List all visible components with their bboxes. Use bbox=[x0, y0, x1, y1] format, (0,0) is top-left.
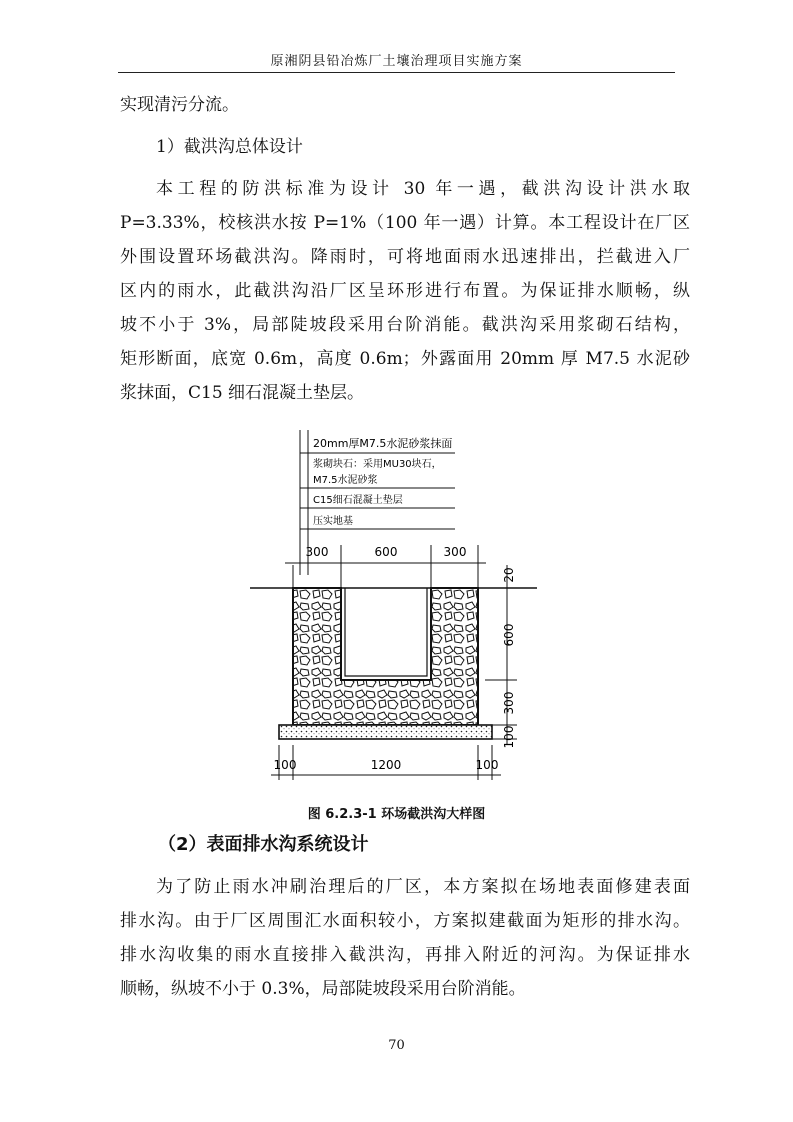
concrete-bedding bbox=[279, 725, 492, 739]
header-rule bbox=[118, 72, 675, 73]
paragraph-line: 排水沟。由于厂区周围汇水面积较小，方案拟建截面为矩形的排水沟。 bbox=[120, 911, 690, 931]
body-section-2 bbox=[120, 872, 690, 1012]
paragraph-line: 本工程的防洪标准为设计 30 年一遇，截洪沟设计洪水取 bbox=[156, 179, 690, 199]
dim-top-left: 300 bbox=[305, 545, 329, 559]
page-header: 原湘阴县铅冶炼厂土壤治理项目实施方案 bbox=[270, 54, 523, 69]
legend-item-masonry-1: 浆砌块石：采用MU30块石， bbox=[313, 459, 442, 470]
section-heading: （2）表面排水沟系统设计 bbox=[158, 834, 369, 855]
paragraph-line: 外围设置环场截洪沟。降雨时，可将地面雨水迅速排出，拦截进入厂 bbox=[120, 247, 690, 267]
page-number: 70 bbox=[388, 1038, 405, 1053]
legend-item-masonry-2: M7.5水泥砂浆 bbox=[313, 475, 378, 486]
paragraph-line: 矩形断面，底宽 0.6m，高度 0.6m；外露面用 20mm 厚 M7.5 水泥砂 bbox=[120, 349, 690, 369]
paragraph-line: 区内的雨水，此截洪沟沿厂区呈环形进行布置。为保证排水顺畅，纵 bbox=[120, 281, 690, 301]
plaster-layer bbox=[345, 588, 427, 676]
paragraph-line: P=3.33%，校核洪水按 P=1%（100 年一遇）计算。本工程设计在厂区 bbox=[120, 213, 690, 233]
dim-right-top: 20 bbox=[502, 567, 516, 583]
body-section-1 bbox=[120, 90, 690, 420]
dim-bottom-center: 1200 bbox=[370, 758, 402, 772]
paragraph-line: 排水沟收集的雨水直接排入截洪沟，再排入附近的河沟。为保证排水 bbox=[120, 945, 690, 965]
dim-right-100: 100 bbox=[502, 725, 516, 749]
subheading: 1）截洪沟总体设计 bbox=[156, 137, 303, 157]
paragraph-line: 坡不小于 3%，局部陡坡段采用台阶消能。截洪沟采用浆砌石结构， bbox=[120, 315, 690, 335]
dim-top-right: 300 bbox=[443, 545, 467, 559]
legend-item-plaster: 20mm厚M7.5水泥砂浆抹面 bbox=[313, 437, 453, 450]
dim-bottom-left: 100 bbox=[273, 758, 297, 772]
bottom-dimensions bbox=[271, 745, 501, 780]
right-dimensions bbox=[485, 565, 517, 748]
top-dimensions bbox=[285, 545, 486, 587]
dim-bottom-right: 100 bbox=[475, 758, 499, 772]
dim-top-center: 600 bbox=[374, 545, 398, 559]
legend-item-concrete: C15细石混凝土垫层 bbox=[313, 495, 403, 506]
ditch-section-drawing bbox=[245, 425, 545, 805]
paragraph-line: 浆抹面，C15 细石混凝土垫层。 bbox=[120, 383, 365, 403]
paragraph-line: 实现清污分流。 bbox=[120, 95, 239, 115]
figure-caption: 图 6.2.3-1 环场截洪沟大样图 bbox=[307, 807, 486, 822]
dim-right-600: 600 bbox=[502, 623, 516, 647]
paragraph-line: 为了防止雨水冲刷治理后的厂区，本方案拟在场地表面修建表面 bbox=[156, 877, 690, 897]
legend-item-foundation: 压实地基 bbox=[313, 516, 353, 527]
paragraph-line: 顺畅，纵坡不小于 0.3%，局部陡坡段采用台阶消能。 bbox=[120, 979, 526, 999]
dim-right-300: 300 bbox=[502, 691, 516, 715]
masonry-body bbox=[293, 588, 478, 725]
